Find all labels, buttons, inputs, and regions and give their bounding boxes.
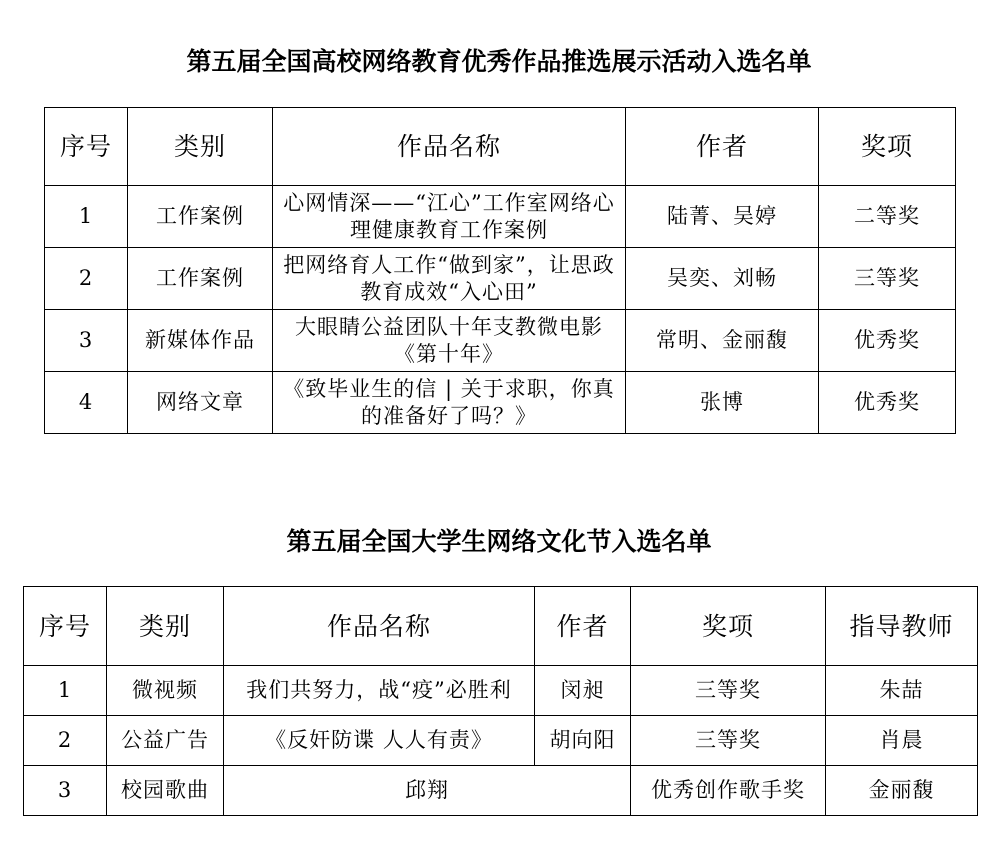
table-row (45, 248, 956, 310)
cell-author: 陆菁、吴婷 (626, 186, 819, 248)
cell-no: 2 (24, 716, 107, 766)
table-header-row (24, 587, 978, 666)
header-category: 类别 (107, 587, 224, 666)
header-award: 奖项 (631, 587, 826, 666)
selection-table-1 (44, 107, 956, 434)
cell-no: 2 (45, 248, 128, 310)
header-work: 作品名称 (273, 108, 626, 186)
cell-work-author-merged: 邱翔 (224, 766, 631, 816)
header-teacher: 指导教师 (826, 587, 978, 666)
cell-work (273, 248, 626, 310)
cell-no: 1 (45, 186, 128, 248)
table-header-row (45, 108, 956, 186)
cell-category: 新媒体作品 (128, 310, 273, 372)
cell-category: 工作案例 (128, 248, 273, 310)
cell-category: 校园歌曲 (107, 766, 224, 816)
cell-work: 我们共努力，战“疫”必胜利 (224, 666, 535, 716)
work-title: 把网络育人工作“做到家”，让思政教育成效“入心田” (283, 252, 615, 304)
cell-award: 三等奖 (631, 666, 826, 716)
cell-author: 常明、金丽馥 (626, 310, 819, 372)
cell-award: 三等奖 (819, 248, 956, 310)
cell-award: 优秀奖 (819, 372, 956, 434)
cell-category: 微视频 (107, 666, 224, 716)
cell-no: 4 (45, 372, 128, 434)
header-no: 序号 (45, 108, 128, 186)
section1-title: 第五届全国高校网络教育优秀作品推选展示活动入选名单 (186, 47, 812, 76)
table-row (45, 372, 956, 434)
table-row (45, 310, 956, 372)
cell-work (273, 310, 626, 372)
cell-award: 优秀创作歌手奖 (631, 766, 826, 816)
cell-author: 胡向阳 (535, 716, 631, 766)
cell-award: 优秀奖 (819, 310, 956, 372)
cell-work (273, 372, 626, 434)
header-author: 作者 (535, 587, 631, 666)
selection-table-2 (23, 586, 978, 816)
cell-author: 张博 (626, 372, 819, 434)
cell-no: 3 (45, 310, 128, 372)
header-award: 奖项 (819, 108, 956, 186)
work-title: 心网情深——“江心”工作室网络心理健康教育工作案例 (283, 190, 615, 242)
cell-award: 二等奖 (819, 186, 956, 248)
cell-award: 三等奖 (631, 716, 826, 766)
header-work: 作品名称 (224, 587, 535, 666)
cell-teacher: 肖晨 (826, 716, 978, 766)
section2-title: 第五届全国大学生网络文化节入选名单 (286, 527, 712, 556)
cell-author: 吴奕、刘畅 (626, 248, 819, 310)
cell-work (273, 186, 626, 248)
table-row (45, 186, 956, 248)
work-title: 《致毕业生的信 | 关于求职，你真的准备好了吗？》 (283, 376, 615, 428)
header-author: 作者 (626, 108, 819, 186)
cell-no: 1 (24, 666, 107, 716)
work-title: 大眼睛公益团队十年支教微电影《第十年》 (295, 314, 603, 366)
table-row (24, 716, 978, 766)
cell-author: 闵昶 (535, 666, 631, 716)
cell-teacher: 金丽馥 (826, 766, 978, 816)
cell-work: 《反奸防谍 人人有责》 (224, 716, 535, 766)
cell-category: 工作案例 (128, 186, 273, 248)
header-no: 序号 (24, 587, 107, 666)
cell-teacher: 朱喆 (826, 666, 978, 716)
header-category: 类别 (128, 108, 273, 186)
cell-category: 公益广告 (107, 716, 224, 766)
cell-category: 网络文章 (128, 372, 273, 434)
cell-no: 3 (24, 766, 107, 816)
table-row (24, 666, 978, 716)
table-row (24, 766, 978, 816)
